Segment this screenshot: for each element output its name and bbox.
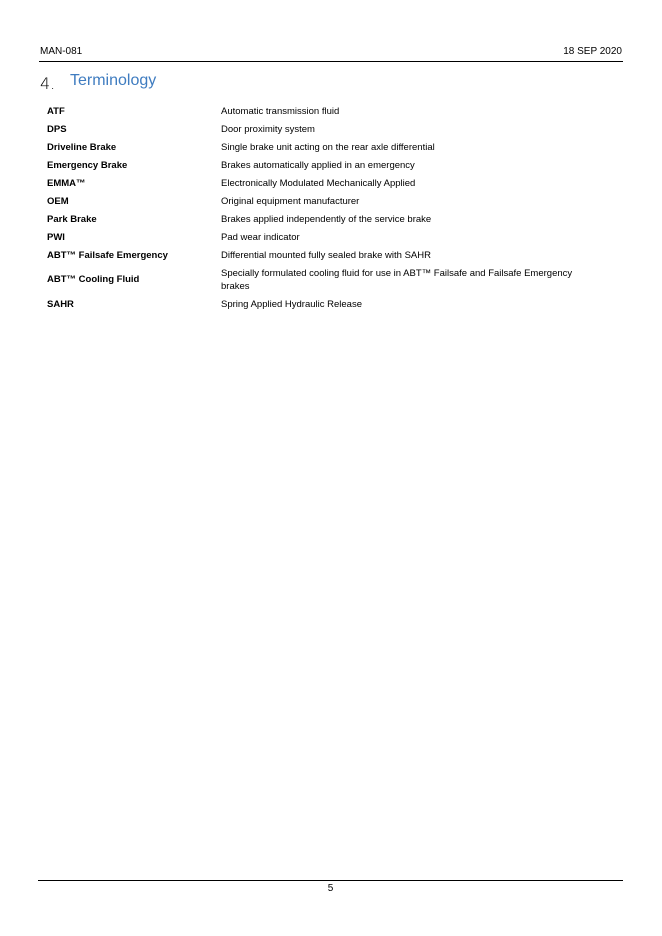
table-row <box>44 264 604 295</box>
page-footer <box>38 880 623 894</box>
term-cell: PWI <box>47 231 65 243</box>
terminology-table <box>44 102 604 313</box>
definition-cell: Pad wear indicator <box>221 231 300 243</box>
table-row <box>44 246 604 264</box>
definition-cell: Door proximity system <box>221 123 315 135</box>
table-row <box>44 228 604 246</box>
table-row <box>44 102 604 120</box>
term-cell: ABT™ Failsafe Emergency <box>47 249 168 261</box>
table-row <box>44 192 604 210</box>
definition-cell: Spring Applied Hydraulic Release <box>221 298 362 310</box>
definition-cell: Electronically Modulated Mechanically Applied <box>221 177 416 189</box>
definition-cell: Original equipment manufacturer <box>221 195 360 207</box>
table-row <box>44 138 604 156</box>
term-cell: ATF <box>47 105 65 117</box>
term-cell: Emergency Brake <box>47 159 128 171</box>
term-cell: EMMA™ <box>47 177 86 189</box>
page-header <box>39 45 623 62</box>
document-id: MAN-081 <box>40 46 83 57</box>
term-cell: Park Brake <box>47 213 97 225</box>
table-row <box>44 174 604 192</box>
document-date: 18 SEP 2020 <box>563 46 622 57</box>
table-row <box>44 120 604 138</box>
term-cell: Driveline Brake <box>47 141 117 153</box>
term-cell: SAHR <box>47 298 74 310</box>
section-title: Terminology <box>70 72 157 89</box>
table-row <box>44 295 604 313</box>
definition-cell: Single brake unit acting on the rear axle differential <box>221 141 435 153</box>
definition-cell: Brakes applied independently of the service brake <box>221 213 432 225</box>
definition-cell: Specially formulated cooling fluid for use in ABT™ Failsafe and Failsafe Emergency brakes <box>221 267 573 292</box>
section-number: 4. <box>40 74 56 93</box>
definition-cell: Automatic transmission fluid <box>221 105 340 117</box>
term-cell: OEM <box>47 195 69 207</box>
page-number: 5 <box>327 883 334 894</box>
term-cell: DPS <box>47 123 67 135</box>
term-cell: ABT™ Cooling Fluid <box>47 274 140 285</box>
definition-cell: Brakes automatically applied in an emergency <box>221 159 415 171</box>
table-row <box>44 210 604 228</box>
table-row <box>44 156 604 174</box>
definition-cell: Differential mounted fully sealed brake with SAHR <box>221 249 431 261</box>
